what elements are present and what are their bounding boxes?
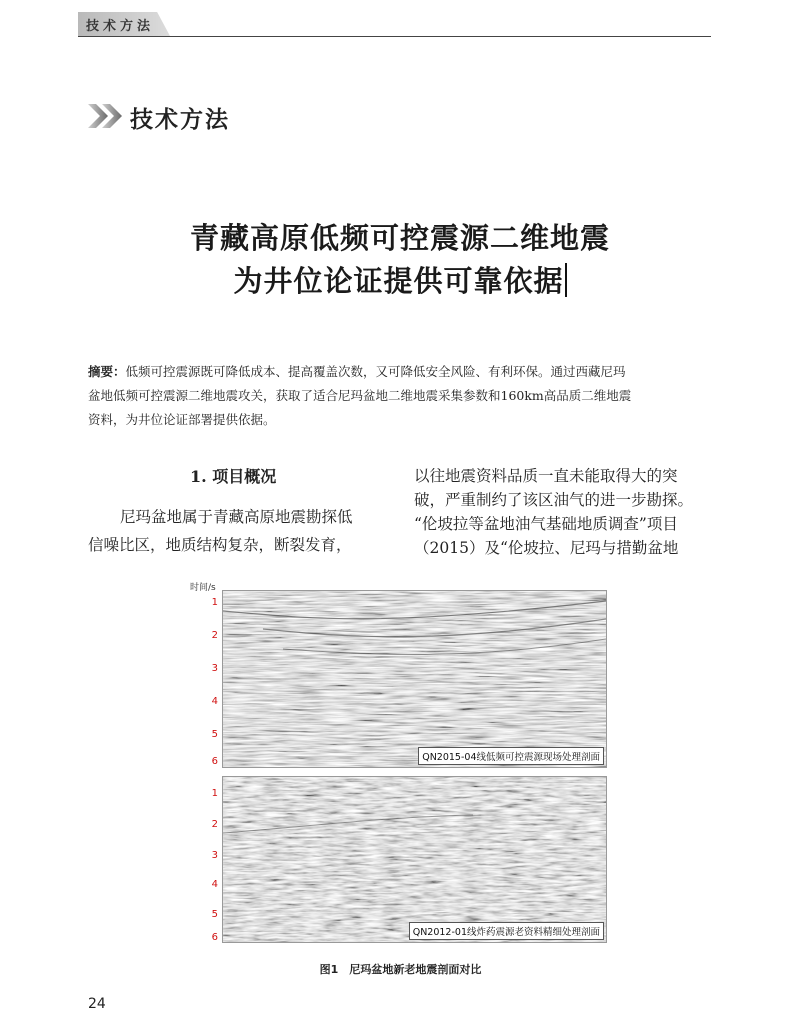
abstract-line-2: 盆地低频可控震源二维地震攻关，获取了适合尼玛盆地二维地震采集参数和160km高品质二维地震 (88, 388, 632, 403)
double-chevron-right-icon (86, 100, 126, 132)
text-cursor (565, 263, 567, 297)
abstract-label: 摘要： (88, 364, 126, 379)
header-section-tab: 技术方法 (86, 19, 155, 34)
panel2-tick-2: 2 (211, 819, 218, 830)
seismic-panel-old (222, 776, 607, 943)
panel1-tick-3: 3 (211, 663, 218, 674)
article-title-line2 (90, 259, 710, 300)
panel2-tick-4: 4 (211, 879, 218, 890)
abstract-line-3: 资料，为井位论证部署提供依据。 (88, 412, 276, 427)
right-body-line-2: 破，严重制约了该区油气的进一步勘探。 (414, 491, 694, 509)
abstract (88, 360, 713, 432)
left-body-line-1: 尼玛盆地属于青藏高原地震勘探低 (120, 508, 353, 526)
right-body-line-1: 以往地震资料品质一直未能取得大的突 (414, 467, 678, 485)
panel1-tick-6: 6 (211, 756, 218, 767)
page-number: 24 (88, 996, 106, 1012)
panel1-tick-2: 2 (211, 630, 218, 641)
panel1-tick-4: 4 (211, 696, 218, 707)
panel1-tick-5: 5 (211, 729, 218, 740)
left-body-line-2: 信噪比区，地质结构复杂，断裂发育， (88, 536, 352, 554)
panel2-tick-1: 1 (211, 788, 218, 799)
seismic-panel-new (222, 590, 607, 768)
panel2-tick-3: 3 (211, 850, 218, 861)
panel2-tick-6: 6 (211, 932, 218, 943)
right-body-line-3: “伦坡拉等盆地油气基础地质调查”项目 (414, 515, 678, 533)
figure-caption: 图1 尼玛盆地新老地震剖面对比 (319, 963, 482, 976)
header-rule (78, 36, 711, 37)
figure-axis-title: 时间/s (190, 583, 216, 593)
seismic-section-image-new (223, 591, 606, 767)
seismic-section-image-old (223, 777, 606, 942)
right-body-line-4: （2015）及“伦坡拉、尼玛与措勤盆地 (414, 539, 679, 557)
section-title: 技术方法 (130, 106, 230, 133)
section-heading-project-overview: 1. 项目概况 (190, 467, 277, 486)
abstract-line-1: 摘要：低频可控震源既可降低成本、提高覆盖次数，又可降低安全风险、有利环保。通过西藏尼玛 (88, 364, 626, 379)
panel-label-new: QN2015-04线低频可控震源现场处理剖面 (418, 747, 604, 765)
article-title-line1: 青藏高原低频可控震源二维地震 (189, 221, 610, 255)
panel-label-old: QN2012-01线炸药震源老资料精细处理剖面 (409, 922, 604, 940)
panel2-tick-5: 5 (211, 909, 218, 920)
article-title-line2-text: 为井位论证提供可靠依据 (233, 264, 564, 298)
panel1-tick-1: 1 (211, 597, 218, 608)
